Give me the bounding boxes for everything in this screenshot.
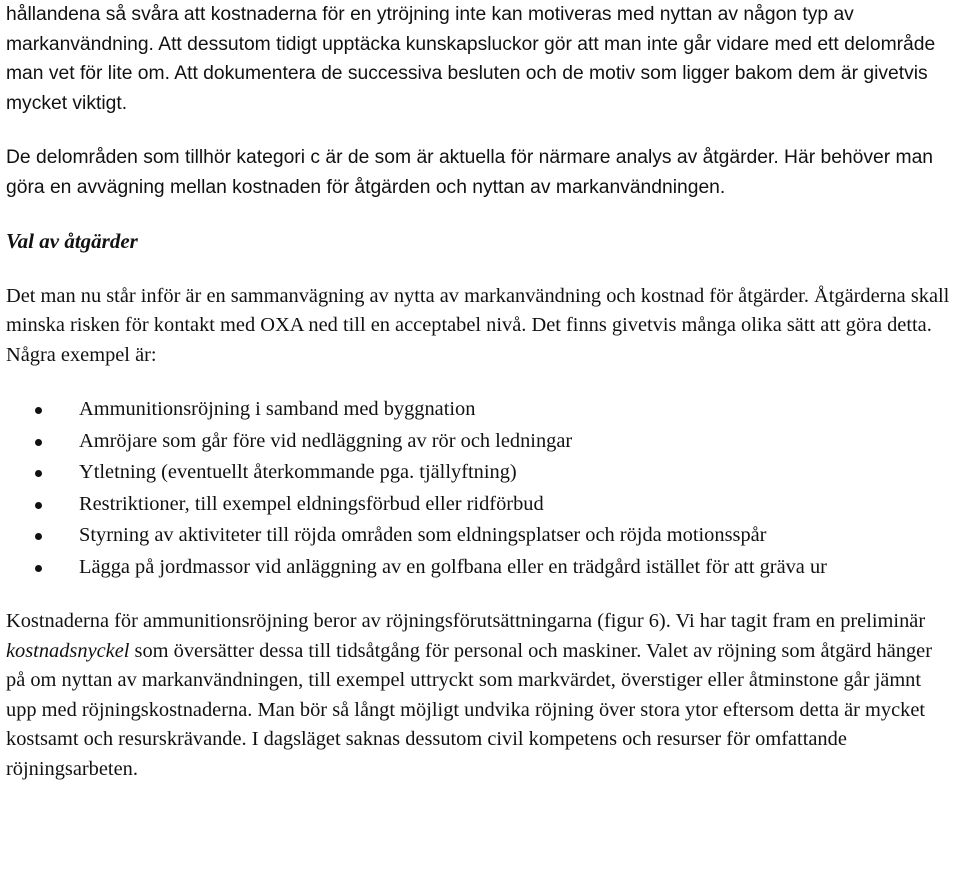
spacer [6,583,956,607]
paragraph-intro: hållandena så svåra att kostnaderna för en ytröjning inte kan motiveras med nyttan av någon typ av markanvändning. Att dessutom tidigt upptäcka kunskapsluckor gör att man inte går vidare med ett delområde man vet för lite om. Att dokumentera de successiva besluten och de motiv som ligger bakom dem är givetvis mycket viktigt. [6,4,936,114]
list-item-text: Ammunitionsröjning i samband med byggnation [79,398,476,420]
paragraph-category-c: De delområden som tillhör kategori c är de som är aktuella för närmare analys av åtgärder. Här behöver man göra en avvägning mellan kostnaden för åtgärden och nyttan av markanvändningen. [6,147,934,198]
bullet-icon [35,502,42,509]
section-heading: Val av åtgärder [6,229,138,253]
list-item-text: Ytletning (eventuellt återkommande pga. tjällyftning) [79,461,517,483]
paragraph-costs [6,607,956,784]
bullet-icon [35,439,42,446]
spacer [6,118,956,143]
bullet-icon [35,470,42,477]
list-item-text: Styrning av aktiviteter till röjda områden som eldningsplatser och röjda motionsspår [79,524,767,546]
paragraph-costs-part1: Kostnaderna för ammunitionsröjning beror av röjningsförutsättningarna (figur 6). Vi har tagit fram en preliminär [6,610,926,632]
bullet-icon [35,565,42,572]
list-item [6,426,956,458]
list-item [6,457,956,489]
list-item-text: Restriktioner, till exempel eldningsförbud eller ridförbud [79,492,544,515]
list-item-text: Amröjare som går före vid nedläggning av rör och ledningar [79,429,573,452]
bullet-icon [35,533,42,540]
list-item [6,552,956,584]
spacer [6,370,956,394]
bullet-icon [35,407,42,414]
document-page [6,0,956,784]
paragraph-costs-part2: som översätter dessa till tidsåtgång för personal och maskiner. Valet av röjning som åtgärd hänger på om nyttan av markanvändningen, till exempel uttryckt som markvärdet, överstiger eller åtminstone går jämnt upp med röjningskostnaderna. Man bör så långt möjligt undvika röjning över stora ytor eftersom detta är mycket kostsamt och resurskrävande. I dagsläget saknas dessutom civil kompetens och resurser för omfattande röjningsarbeten. [6,639,933,780]
spacer [6,257,956,282]
measures-list [6,394,956,583]
emphasis-term: kostnadsnyckel [6,639,130,662]
list-item [6,394,956,426]
spacer [6,202,956,227]
paragraph-weighing: Det man nu står inför är en sammanvägning av nytta av markanvändning och kostnad för åtgärder. Åtgärderna skall minska risken för kontakt med OXA ned till en acceptabel nivå. Det finns givetvis många olika sätt att göra detta. Några exempel är: [6,284,950,366]
list-item-text: Lägga på jordmassor vid anläggning av en golfbana eller en trädgård istället för att gräva ur [79,555,827,578]
list-item [6,489,956,521]
list-item [6,520,956,552]
